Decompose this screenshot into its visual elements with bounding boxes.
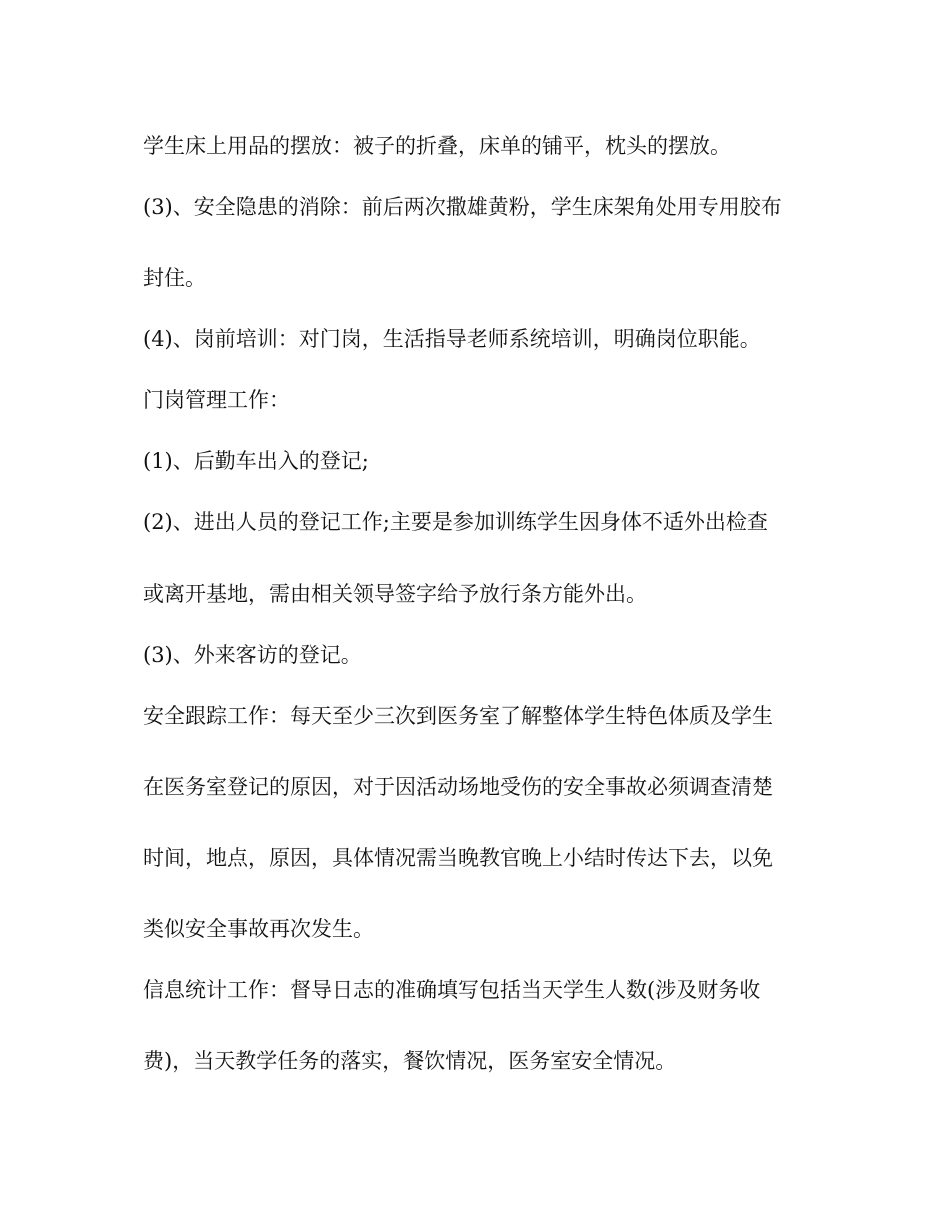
text-line-personnel-registration-cont: 或离开基地，需由相关领导签字给予放行条方能外出。 [143, 582, 647, 606]
text-line-visitor-registration: (3)、外来客访的登记。 [143, 643, 362, 667]
text-line-safety-tracking-4: 类似安全事故再次发生。 [143, 917, 374, 941]
text-line-safety-hazard: (3)、安全隐患的消除：前后两次撒雄黄粉，学生床架角处用专用胶布 [143, 195, 782, 219]
text-line-statistics-cont: 费)，当天教学任务的落实，餐饮情况，医务室安全情况。 [143, 1049, 677, 1073]
text-line-safety-hazard-cont: 封住。 [143, 266, 206, 290]
text-line-safety-tracking: 安全跟踪工作：每天至少三次到医务室了解整体学生特色体质及学生 [143, 704, 773, 728]
text-line-gate-heading: 门岗管理工作： [143, 388, 290, 412]
text-line-vehicle-registration: (1)、后勤车出入的登记; [143, 449, 369, 473]
text-line-pre-job-training: (4)、岗前培训：对门岗，生活指导老师系统培训，明确岗位职能。 [143, 327, 761, 351]
text-line-bedding: 学生床上用品的摆放：被子的折叠，床单的铺平，枕头的摆放。 [143, 134, 731, 158]
text-line-safety-tracking-2: 在医务室登记的原因，对于因活动场地受伤的安全事故必须调查清楚 [143, 775, 773, 799]
text-line-safety-tracking-3: 时间，地点，原因，具体情况需当晚教官晚上小结时传达下去，以免 [143, 846, 773, 870]
text-line-statistics: 信息统计工作：督导日志的准确填写包括当天学生人数(涉及财务收 [143, 978, 761, 1002]
text-line-personnel-registration: (2)、进出人员的登记工作;主要是参加训练学生因身体不适外出检查 [143, 510, 768, 534]
